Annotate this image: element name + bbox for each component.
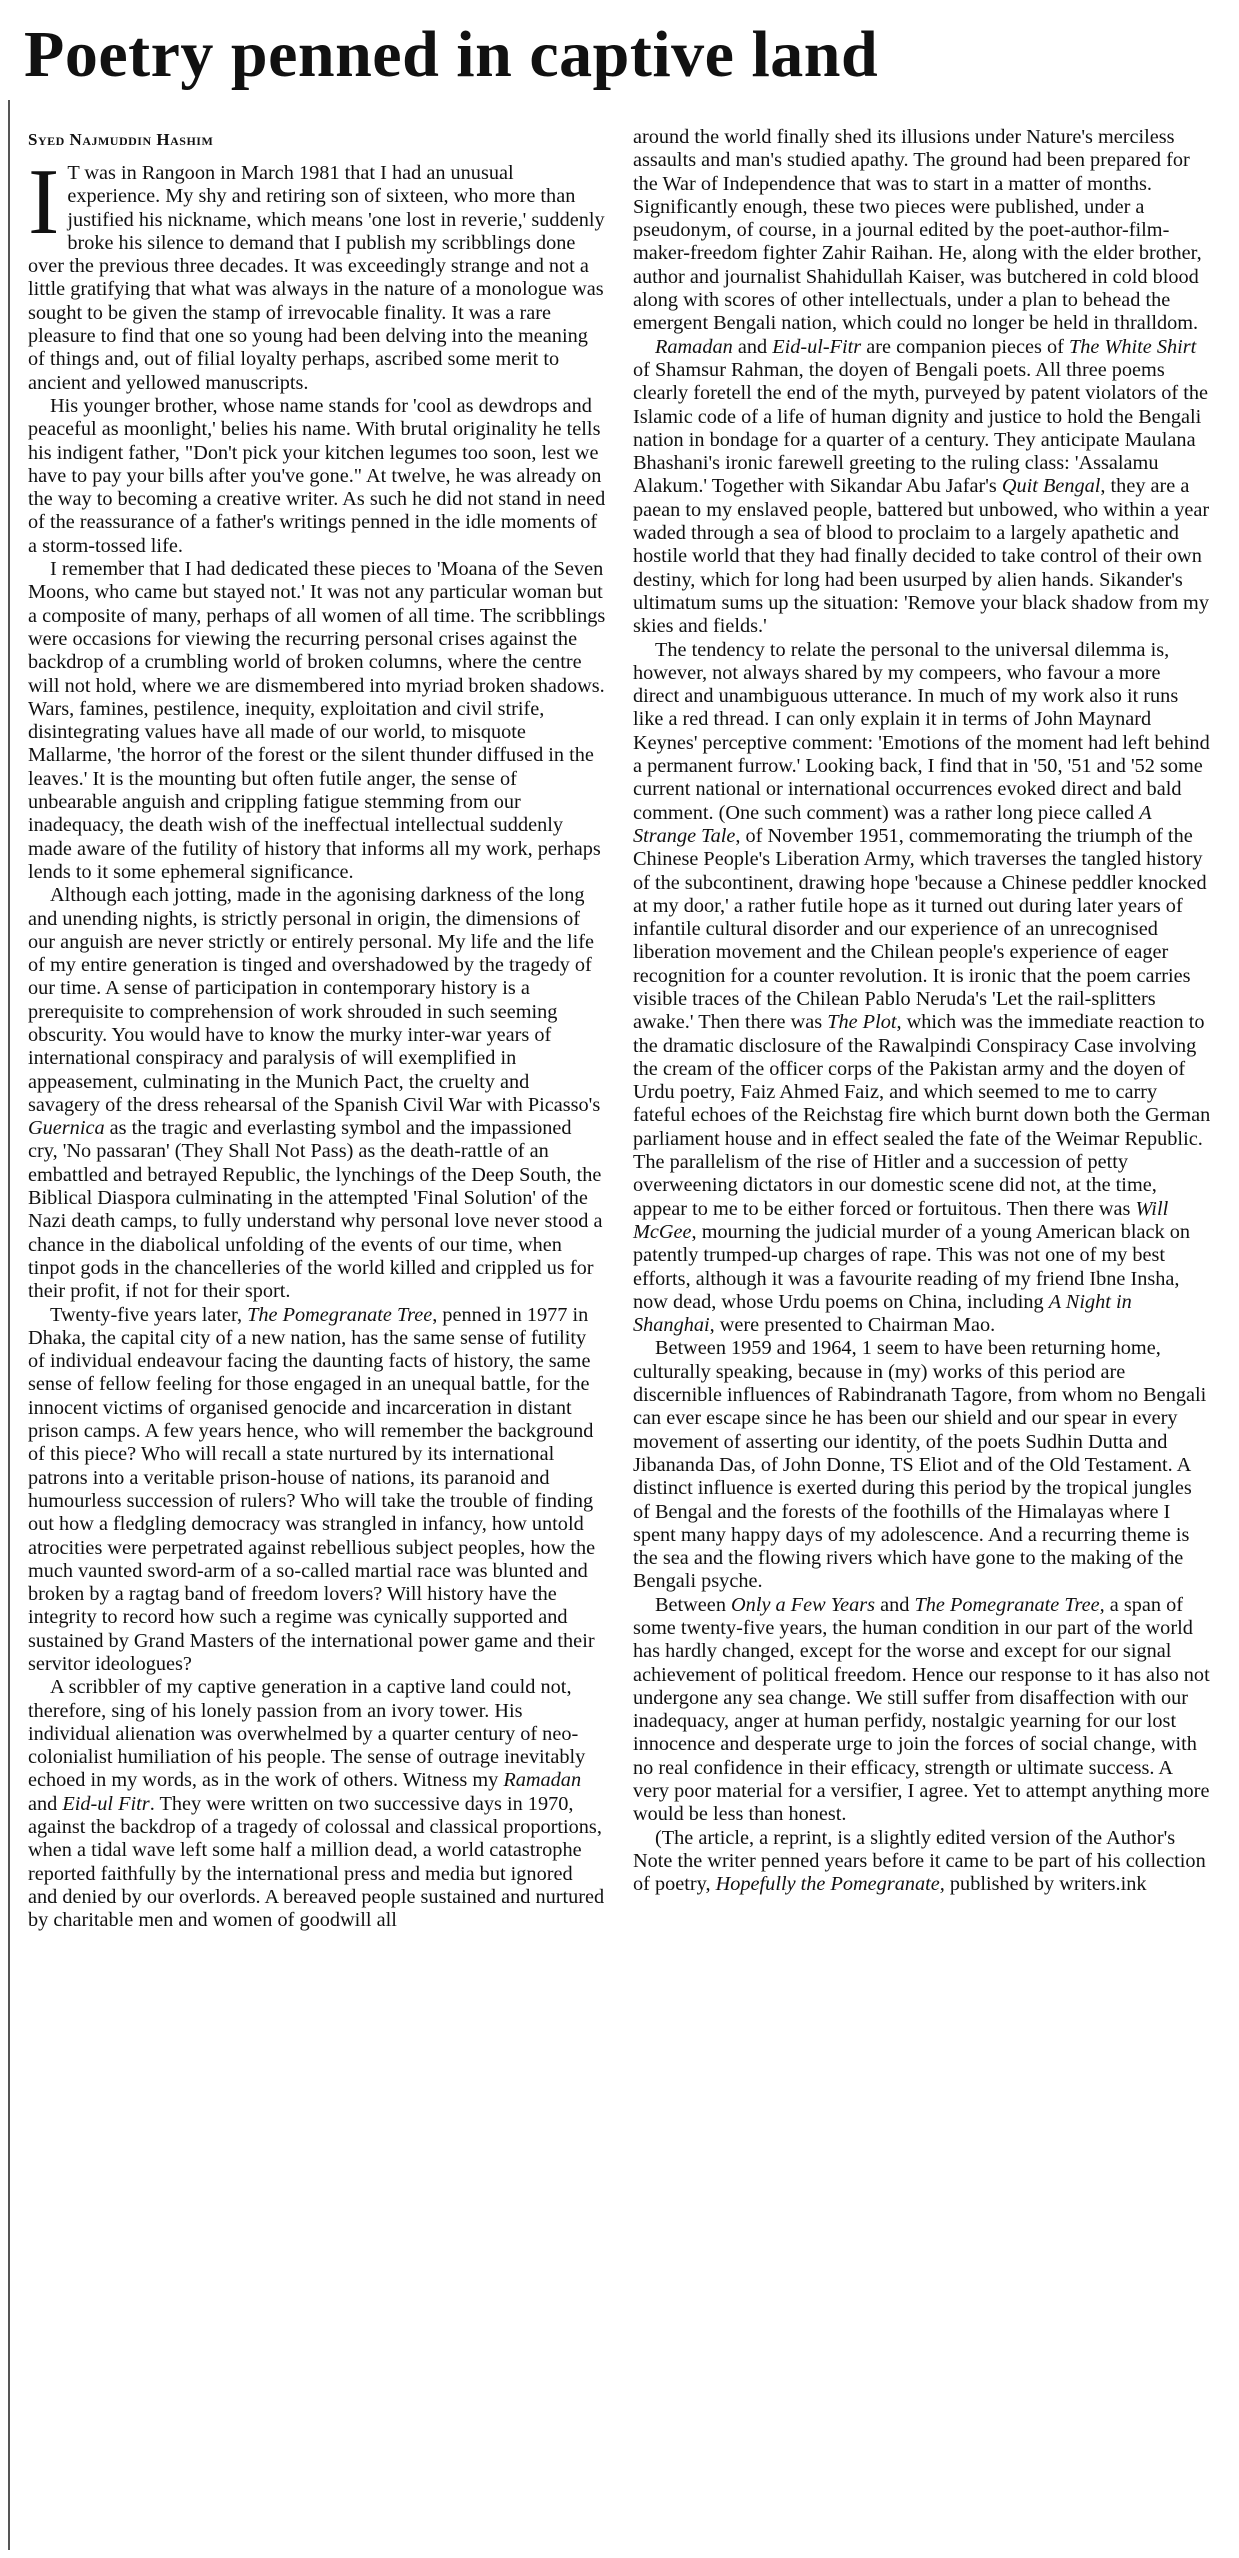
paragraph: The tendency to relate the personal to the universal dilemma is, however, not always shared by my compeers, who favour a more direct and unambiguous utterance. In much of my work also it runs like a red thread. I can only explain it in terms of John Maynard Keynes' perceptive comment: 'Emotions of the moment had left behind a permanent furrow.' Looking back, I find that in '50, '51 and '52 some current national or international occurrences evoked direct and bald comment. (One such comment) was a rather long piece called A Strange Tale, of November 1951, commemorating the triumph of the Chinese People's Liberation Army, which traverses the tangled history of the subcontinent, drawing hope 'because a Chinese peddler knocked at my door,' a rather futile hope as it turned out during later years of infantile cultural disorder and our experience of an unrecognised liberation movement and the Chilean people's experience of eager recognition for a counter revolution. It is ironic that the poem carries visible traces of the Chilean Pablo Neruda's 'Let the rail-splitters awake.' Then there was The Plot, which was the immediate reaction to the dramatic disclosure of the Rawalpindi Conspiracy Case involving the cream of the officer corps of the Pakistan army and the doyen of Urdu poetry, Faiz Ahmed Faiz, and which seemed to me to carry fateful echoes of the Reichstag fire which burnt down both the German parliament house and in effect sealed the fate of the Weimar Republic. The parallelism of the rise of Hitler and a succession of petty overweening dictators in our domestic scene did not, at the time, appear to me to be either forced or fortuitous. Then there was Will McGee, mourning the judicial murder of a young American black on patently trumped-up charges of rape. This was not one of my best efforts, although it was a favourite reading of my friend Ibne Insha, now dead, whose Urdu poems on China, including A Night in Shanghai, were presented to Chairman Mao. bbox=[633, 638, 1211, 1337]
headline: Poetry penned in captive land bbox=[24, 18, 879, 91]
paragraph: Between Only a Few Years and The Pomegranate Tree, a span of some twenty-five years, the human condition in our part of the world has hardly changed, except for the worse and except for our signal achievement of political freedom. Hence our response to it has also not undergone any sea change. We still suffer from disaffection with our inadequacy, anger at human perfidy, nostalgic yearning for our lost innocence and desperate urge to join the forces of social change, with no real confidence in their efficacy, strength or ultimate success. A very poor material for a versifier, I agree. Yet to attempt anything more would be less than honest. bbox=[633, 1593, 1210, 1826]
paragraph: around the world finally shed its illusions under Nature's merciless assaults and man's studied apathy. The ground had been prepared for the War of Independence that was to start in a matter of months. Significantly enough, these two pieces were published, under a pseudonym, of course, in a journal edited by the poet-author-film-maker-freedom fighter Zahir Raihan. He, along with the elder brother, author and journalist Shahidullah Kaiser, was butchered in cold blood along with scores of other intellectuals, under a plan to behead the emergent Bengali nation, which could no longer be held in thralldom. bbox=[633, 126, 1202, 335]
left-margin-rule bbox=[8, 100, 10, 2550]
article-column-right bbox=[633, 126, 1211, 1897]
paragraph: Ramadan and Eid-ul-Fitr are companion pieces of The White Shirt of Shamsur Rahman, the doyen of Bengali poets. All three poems clearly foretell the end of the myth, purveyed by patent violators of the Islamic code of a life of human dignity and justice to hold the Bengali nation in bondage for a quarter of a century. They anticipate Maulana Bhashani's ironic farewell greeting to the ruling class: 'Assalamu Alakum.' Together with Sikandar Abu Jafar's Quit Bengal, they are a paean to my enslaved people, battered but unbowed, who within a year waded through a sea of blood to proclaim to a largely apathetic and hostile world that they had finally decided to take control of their own destiny, which for long had been usurped by alien hands. Sikander's ultimatum sums up the situation: 'Remove your black shadow from my skies and fields.' bbox=[633, 335, 1210, 638]
paragraph: IT was in Rangoon in March 1981 that I had an unusual experience. My shy and retiring son of sixteen, who more than justified his nickname, which means 'one lost in reverie,' suddenly broke his silence to demand that I publish my scribblings done over the previous three decades. It was exceedingly strange and not a little gratifying that what was always in the nature of a monologue was sought to be given the stamp of irrevocable finality. It was a rare pleasure to find that one so young had been delving into the meaning of things and, out of filial loyalty perhaps, ascribed some merit to ancient and yellowed manuscripts. bbox=[28, 150, 605, 394]
article-column-left bbox=[28, 130, 606, 1933]
paragraph: Twenty-five years later, The Pomegranate Tree, penned in 1977 in Dhaka, the capital city of a new nation, has the same sense of futility of individual endeavour facing the daunting facts of history, the same sense of fellow feeling for those engaged in an unequal battle, for the innocent victims of organised genocide and incarceration in distant prison camps. A few years hence, who will remember the background of this piece? Who will recall a state nurtured by its international patrons into a veritable prison-house of nations, its paranoid and humourless succession of rulers? Who will take the trouble of finding out how a fledgling democracy was strangled in infancy, how untold atrocities were perpetrated against rebellious subject peoples, how the much vaunted sword-arm of a so-called martial race was blunted and broken by a ragtag band of freedom lovers? Will history have the integrity to record how such a regime was cynically supported and sustained by Grand Masters of the international power game and their servitor ideologues? bbox=[28, 1303, 596, 1675]
paragraph: A scribbler of my captive generation in a captive land could not, therefore, sing of his lonely passion from an ivory tower. His individual alienation was overwhelmed by a quarter century of neo-colonialist humiliation of his people. The sense of outrage inevitably echoed in my words, as in the work of others. Witness my Ramadan and Eid-ul Fitr. They were written on two successive days in 1970, against the backdrop of a tragedy of colossal and classical proportions, when a tidal wave left some half a million dead, a world catastrophe reported faithfully by the international press and media but ignored and denied by our overlords. A bereaved people sustained and nurtured by charitable men and women of goodwill all bbox=[28, 1676, 605, 1932]
paragraph: Although each jotting, made in the agonising darkness of the long and unending nights, is strictly personal in origin, the dimensions of our anguish are never strictly or entirely personal. My life and the life of my entire generation is tinged and overshadowed by the tragedy of our time. A sense of participation in contemporary history is a prerequisite to comprehension of work shrouded in such seeming obscurity. You would have to know the murky inter-war years of international conspiracy and paralysis of will exemplified in appeasement, culminating in the Munich Pact, the cruelty and savagery of the dress rehearsal of the Spanish Civil War with Picasso's Guernica as the tragic and everlasting symbol and the impassioned cry, 'No passaran' (They Shall Not Pass) as the death-rattle of an embattled and betrayed Republic, the lynchings of the Deep South, the Biblical Diaspora culminating in the attempted 'Final Solution' of the Nazi death camps, to fully understand why personal love never stood a chance in the diabolical unfolding of the events of our time, when tinpot gods in the chancelleries of the world killed and crippled us for their profit, if not for their sport. bbox=[28, 884, 603, 1303]
paragraph: His younger brother, whose name stands for 'cool as dewdrops and peaceful as moonlight,' belies his name. With brutal originality he tells his indigent father, "Don't pick your kitchen legumes too soon, lest we have to pay your bills after you've gone." At twelve, he was already on the way to becoming a creative writer. As such he did not stand in need of the reassurance of a father's writings penned in the idle moments of a storm-tossed life. bbox=[28, 394, 606, 557]
paragraph: I remember that I had dedicated these pieces to 'Moana of the Seven Moons, who came but stayed not.' It was not any particular woman but a composite of many, perhaps of all women of all time. The scribblings were occasions for viewing the recurring personal crises against the backdrop of a crumbling world of broken columns, where the centre will not hold, where we are dismembered into myriad broken shadows. Wars, famines, pestilence, inequity, exploitation and civil strife, disintegrating values have all made of our world, to misquote Mallarme, 'the horror of the forest or the silent thunder diffused in the leaves.' It is the mounting but often futile anger, the sense of unbearable anguish and crippling fatigue stemming from our inadequacy, the death wish of the ineffectual intellectual suddenly made aware of the futility of history that informs all my work, perhaps lends to it some ephemeral significance. bbox=[28, 558, 606, 883]
byline: Syed Najmuddin Hashim bbox=[28, 130, 214, 149]
paragraph: Between 1959 and 1964, 1 seem to have been returning home, culturally speaking, because in (my) works of this period are discernible influences of Rabindranath Tagore, from whom no Bengali can ever escape since he has been our shield and our spear in every movement of asserting our identity, of the poets Sudhin Dutta and Jibananda Das, of John Donne, TS Eliot and of the Old Testament. A distinct influence is exerted during this period by the tropical jungles of Bengal and the forests of the foothills of the Himalayas where I spent many happy days of my adolescence. And a recurring theme is the sea and the flowing rivers which have gone to the making of the Bengali psyche. bbox=[633, 1337, 1207, 1593]
paragraph: (The article, a reprint, is a slightly edited version of the Author's Note the writer penned years before it came to be part of his collection of poetry, Hopefully the Pomegranate, published by writers.ink bbox=[633, 1826, 1206, 1896]
drop-cap: I bbox=[28, 150, 60, 254]
